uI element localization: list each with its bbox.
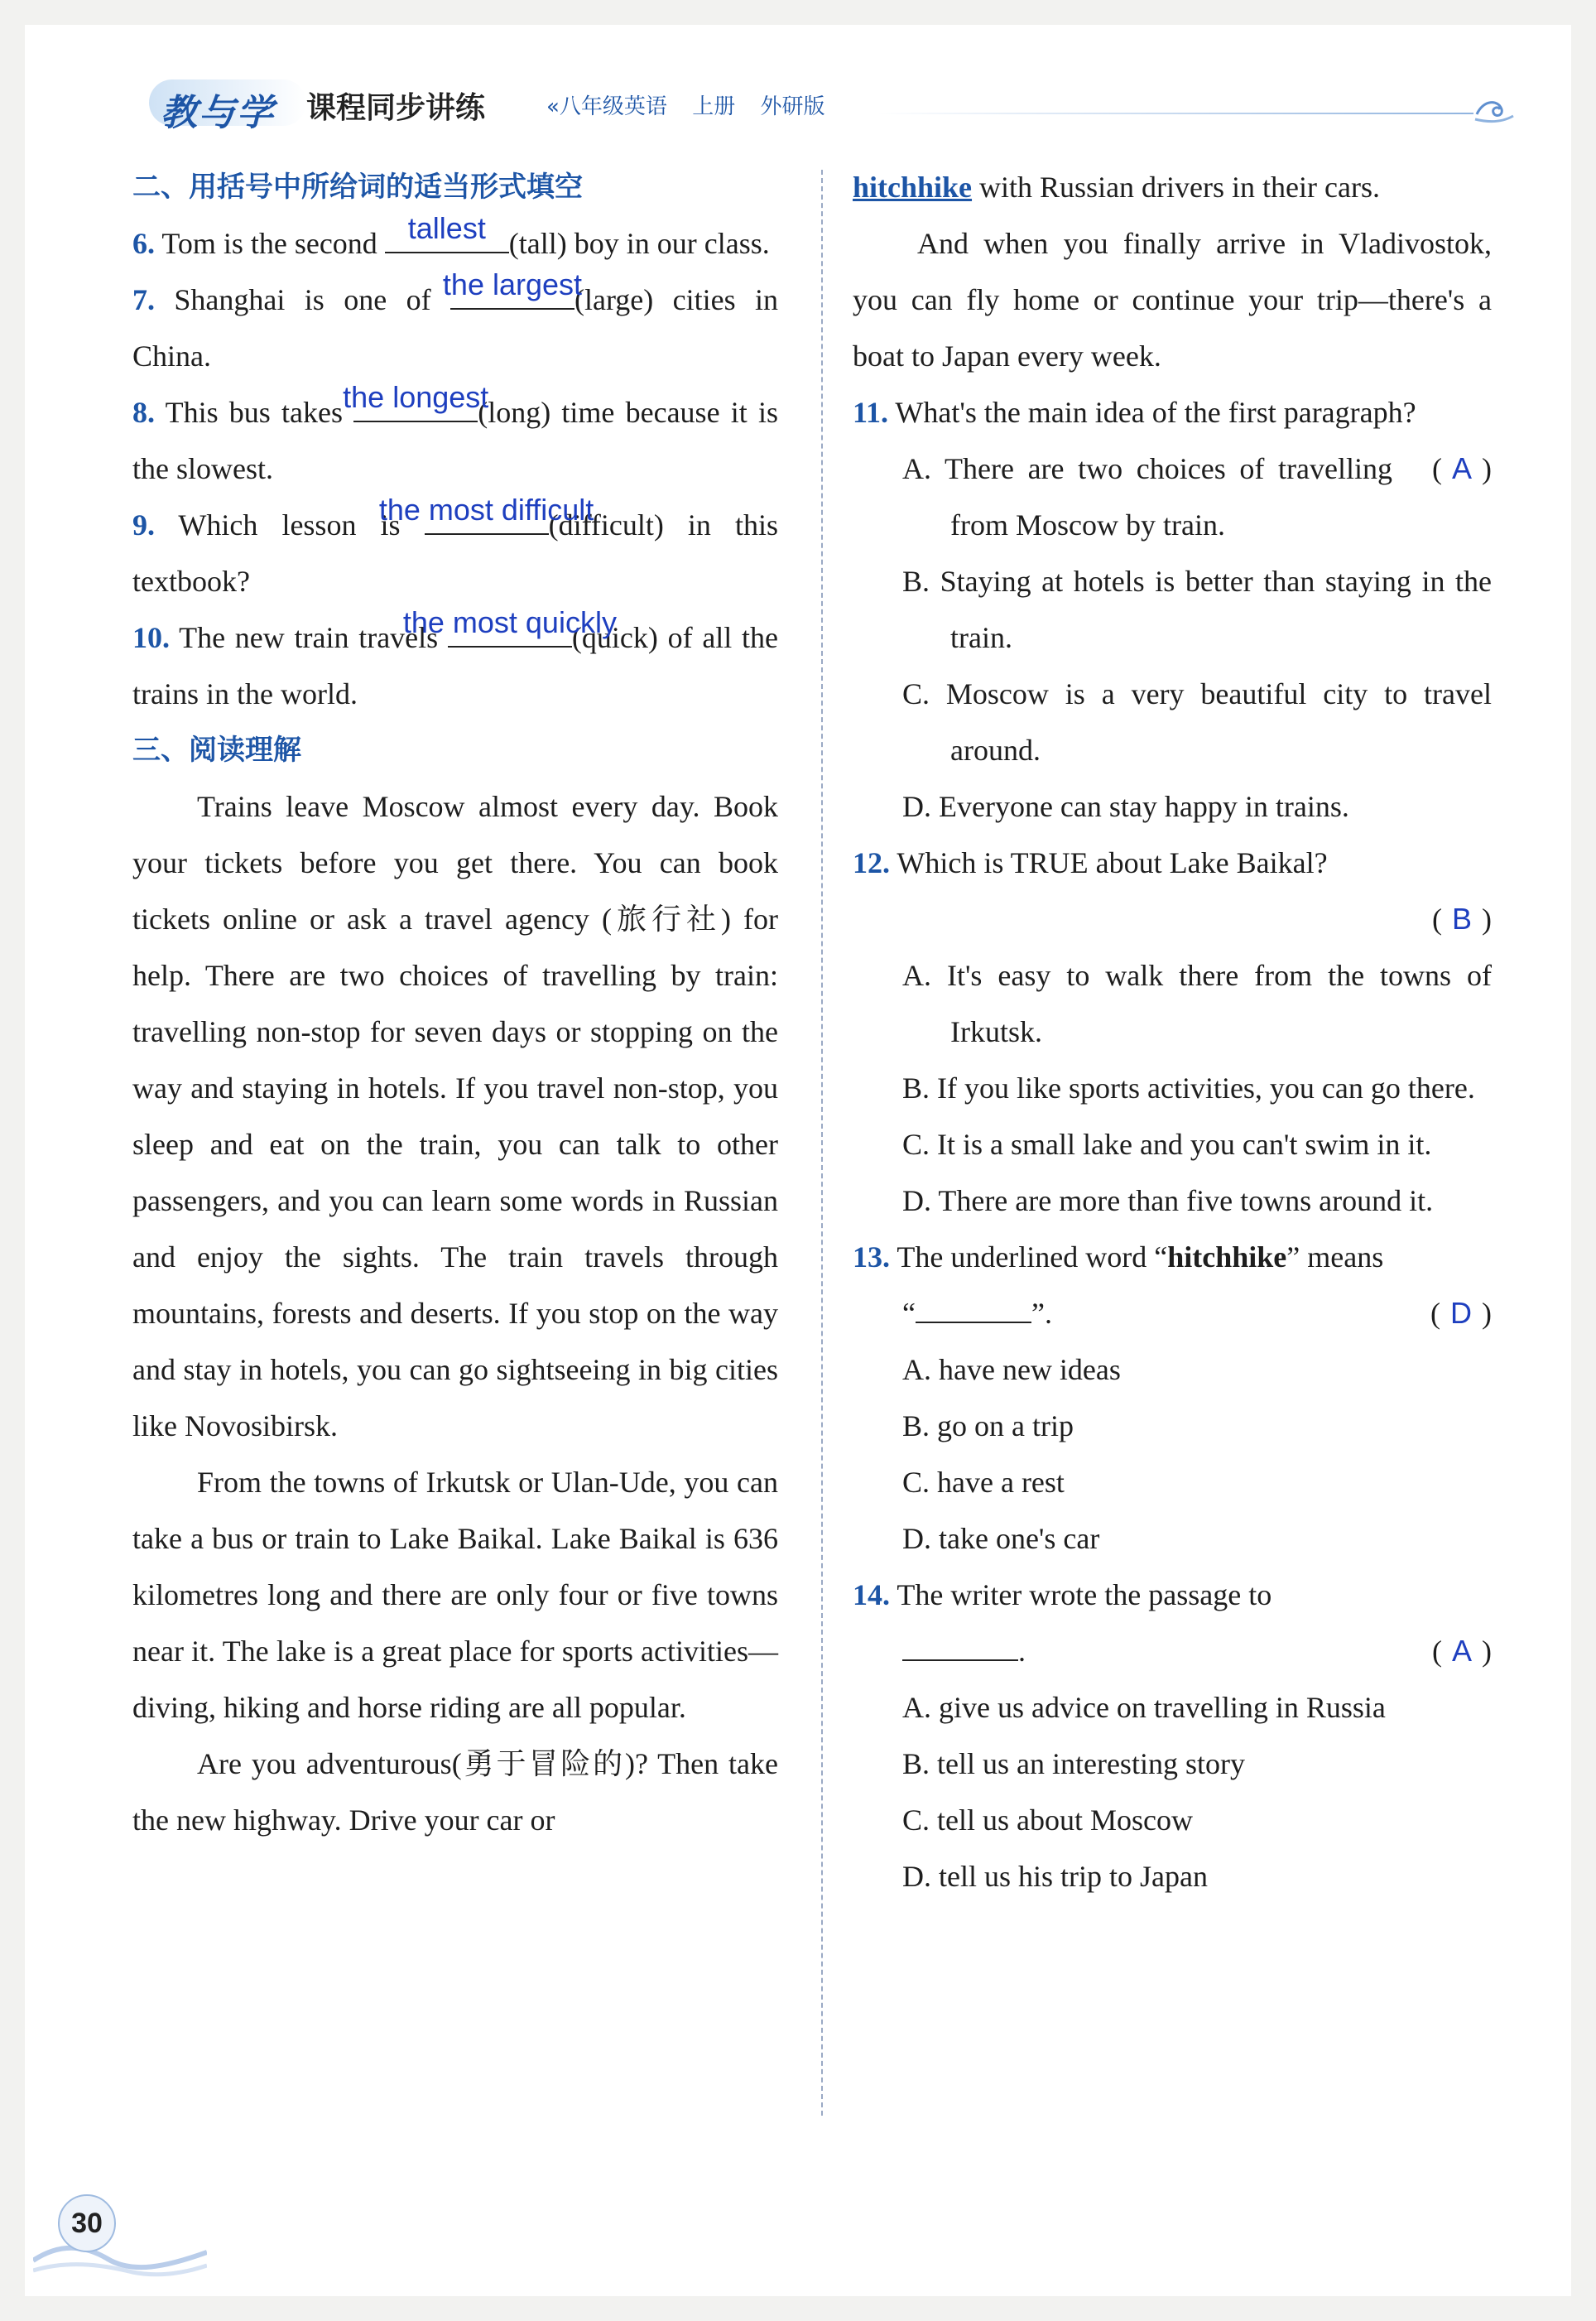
column-divider [821, 170, 823, 2116]
handwritten-answer: the most quickly [402, 605, 617, 639]
option[interactable]: C. It is a small lake and you can't swim in it. [902, 1128, 1432, 1161]
question-14: 14. The writer wrote the passage to [853, 1578, 1272, 1611]
wave-icon [1473, 94, 1515, 124]
answer-paren[interactable]: ( D ) [1430, 1296, 1492, 1330]
answer-blank[interactable] [902, 1631, 1018, 1661]
section-title-reading: 三、阅读理解 [132, 734, 301, 767]
reading-paragraph-3-start: Are you adventurous(勇于冒险的)? Then take the new highway. Drive your car or [132, 1747, 778, 1837]
question-13-blank-row: “ ”. ( D ) [853, 1285, 1492, 1341]
selected-answer: A [1451, 1634, 1472, 1668]
reading-paragraph-1: Trains leave Moscow almost every day. Book your tickets before you get there. You can book tickets online or ask a travel agency (旅行社) for help. There are two choices of travelling by train: travelling non-stop for seven days or stopping on the way and staying in hotels. If you travel non-stop, you sleep and eat on the train, you can talk to other passengers, and you can learn some words in Russian and enjoy the sights. The train travels through mountains, forests and deserts. If you stop on the way and stay in hotels, you can go sightseeing in big cities like Novosibirsk. [132, 790, 778, 1442]
option[interactable]: B. If you like sports activities, you can go there. [902, 1071, 1475, 1105]
section-title-fill-in: 二、用括号中所给词的适当形式填空 [132, 171, 583, 204]
selected-answer: A [1451, 451, 1472, 485]
option[interactable]: A. It's easy to walk there from the towns of Irkutsk. [902, 959, 1492, 1048]
grade-label: «八年级英语 [546, 94, 667, 119]
question-12: 12. Which is TRUE about Lake Baikal? [853, 846, 1328, 879]
handwritten-answer: tallest [407, 211, 486, 245]
option[interactable]: D. tell us his trip to Japan [902, 1860, 1208, 1893]
answer-blank[interactable] [378, 493, 594, 535]
handwritten-answer: the largest [442, 267, 583, 301]
reading-paragraph-2: From the towns of Irkutsk or Ulan-Ude, you can take a bus or train to Lake Baikal. Lake Baikal is 636 kilometres long and there are only four or five towns near it. The lake is a great place for sports activities—diving, hiking and horse riding are all popular. [132, 1466, 778, 1724]
option[interactable]: D. There are more than five towns around it. [902, 1184, 1434, 1217]
option[interactable]: C. Moscow is a very beautiful city to travel around. [902, 677, 1492, 767]
selected-answer: D [1450, 1296, 1472, 1330]
fill-in-item-9: 9. Which lesson is the most difficult (difficult) in this textbook? [132, 493, 778, 598]
handwritten-answer: the longest [343, 380, 489, 414]
fill-in-item-8: 8. This bus takes the longest (long) time because it is the slowest. [132, 380, 778, 485]
option[interactable]: A. give us advice on travelling in Russia [902, 1691, 1386, 1724]
option[interactable]: B. tell us an interesting story [902, 1747, 1245, 1780]
wave-decoration-icon [33, 2227, 207, 2277]
logo-text: 教与学 [161, 92, 275, 134]
fill-in-item-7: 7. Shanghai is one of the largest (large) cities in China. [132, 267, 779, 373]
page-number: 30 [58, 2194, 116, 2252]
book-title: 课程同步讲练 [306, 91, 486, 125]
option[interactable]: A. have new ideas [902, 1353, 1121, 1386]
reading-paragraph-3-end: hitchhike with Russian drivers in their cars. [853, 171, 1380, 204]
option[interactable]: A. There are two choices of travelling from Moscow by train. [902, 452, 1392, 542]
question-11: 11. What's the main idea of the first paragraph? ( A ) [853, 384, 1492, 441]
reading-paragraph-4: And when you finally arrive in Vladivostok, you can fly home or continue your trip—there's a boat to Japan every week. [853, 227, 1492, 373]
header-rule [877, 113, 1473, 114]
left-column [132, 159, 778, 1848]
fill-in-item-6: 6. Tom is the second tallest (tall) boy in our class. [132, 211, 770, 260]
option[interactable]: B. go on a trip [902, 1409, 1074, 1442]
option[interactable]: C. tell us about Moscow [902, 1803, 1193, 1837]
underlined-word: hitchhike [853, 171, 973, 204]
fill-in-item-10: 10. The new train travels the most quickly (quick) of all the trains in the world. [132, 605, 779, 710]
answer-blank[interactable] [916, 1293, 1031, 1323]
question-13: 13. The underlined word “hitchhike” means [853, 1240, 1384, 1274]
answer-blank[interactable] [385, 211, 509, 253]
option[interactable]: D. Everyone can stay happy in trains. [902, 790, 1349, 823]
answer-blank[interactable] [343, 380, 489, 422]
answer-paren[interactable]: ( A ) [1431, 451, 1492, 485]
answer-row [853, 891, 1492, 947]
question-14-blank-row: . ( A ) [853, 1623, 1492, 1679]
option[interactable]: B. Staying at hotels is better than staying in the train. [902, 565, 1492, 654]
option[interactable]: D. take one's car [902, 1522, 1100, 1555]
volume-label: 上册 [692, 94, 736, 119]
page-header [108, 70, 1515, 136]
book-subtitle [546, 89, 843, 120]
answer-blank[interactable] [442, 267, 583, 310]
answer-paren[interactable]: ( B ) [1431, 902, 1492, 936]
answer-blank[interactable] [402, 605, 617, 648]
selected-answer: B [1451, 902, 1472, 936]
right-column [853, 159, 1492, 1904]
answer-paren[interactable]: ( A ) [1431, 1634, 1492, 1668]
handwritten-answer: the most difficult [378, 493, 594, 527]
option[interactable]: C. have a rest [902, 1466, 1065, 1499]
edition-label: 外研版 [760, 94, 825, 119]
